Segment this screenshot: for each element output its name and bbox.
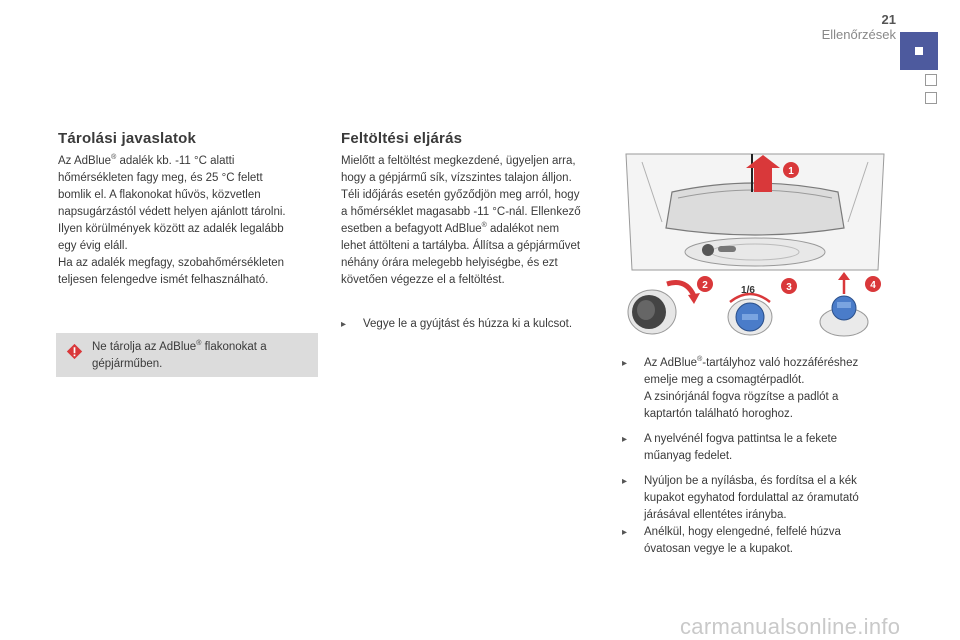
page-number: 21 (881, 12, 896, 27)
section-tab[interactable] (925, 92, 937, 104)
warning-icon (66, 343, 83, 360)
storage-text: Az AdBlue® adalék kb. -11 °C alatti hőmérsékleten fagy meg, és 25 °C felett bomlik el. A flakonokat hűvös, közvetlen napsugárzástól védett helyen ajánlott tárolni. Ilyen körülmények között az adalék legalább egy évig eláll. Ha az adalék megfagy, szobahőmérsékleten teljesen felengedve ismét felhasználható. (58, 154, 286, 286)
refill-title: Feltöltési eljárás (341, 130, 463, 147)
step-bullet: ▸ Nyúljon be a nyílásba, és fordítsa el a kék kupakot egyhatod fordulattal az óramutató járásával ellentétes irányba. (622, 473, 897, 524)
svg-text:1: 1 (788, 166, 794, 177)
bullet-arrow-icon: ▸ (341, 319, 347, 330)
bullet-arrow-icon: ▸ (622, 434, 628, 445)
svg-text:1/6: 1/6 (741, 285, 755, 296)
storage-title: Tárolási javaslatok (58, 130, 197, 147)
svg-text:2: 2 (702, 280, 708, 291)
bullet-arrow-icon: ▸ (622, 527, 628, 538)
section-tab-active[interactable] (900, 32, 938, 70)
refill-text: Mielőtt a feltöltést megkezdené, ügyeljen arra, hogy a gépjármű sík, vízszintes talajon álljon. Téli időjárás esetén győződjön meg arról, hogy a hőmérséklet magasabb -11 °C-nál. Ellenkező esetben a befagyott AdBlue® adalékot nem lehet áttölteni a tartályba. Állítsa a gépjárművet néhány órára melegebb helyiségbe, és ezt követően végezze el a feltöltést. (341, 155, 581, 286)
steps-list (622, 355, 897, 558)
warning-box (56, 333, 318, 377)
svg-text:3: 3 (786, 282, 792, 293)
warning-text: Ne tárolja az AdBlue® flakonokat a gépjárműben. (92, 340, 267, 370)
cover-panel (628, 283, 700, 335)
cap-turn-panel (728, 285, 772, 335)
section-name: Ellenőrzések (821, 27, 896, 42)
section-tab[interactable] (925, 74, 937, 86)
bullet-ignition: ▸ Vegye le a gyújtást és húzza ki a kulcsot. (341, 316, 603, 333)
step-bullet: ▸ Anélkül, hogy elengedné, felfelé húzva óvatosan vegye le a kupakot. (622, 524, 897, 558)
bullet-arrow-icon: ▸ (622, 476, 628, 487)
step-bullet: ▸ A nyelvénél fogva pattintsa le a fekete műanyag fedelet. (622, 431, 897, 465)
watermark: carmanualsonline.info (680, 614, 901, 639)
svg-text:4: 4 (870, 280, 876, 291)
step-bullet: ▸ Az AdBlue®-tartályhoz való hozzáféréshez emelje meg a csomagtérpadlót. A zsinórjánál fogva rögzítse a padlót a kaptartón található horoghoz. (622, 355, 897, 423)
bullet-arrow-icon: ▸ (622, 358, 628, 369)
adblue-illustration (622, 152, 888, 338)
cap-removal-panel (820, 272, 868, 336)
